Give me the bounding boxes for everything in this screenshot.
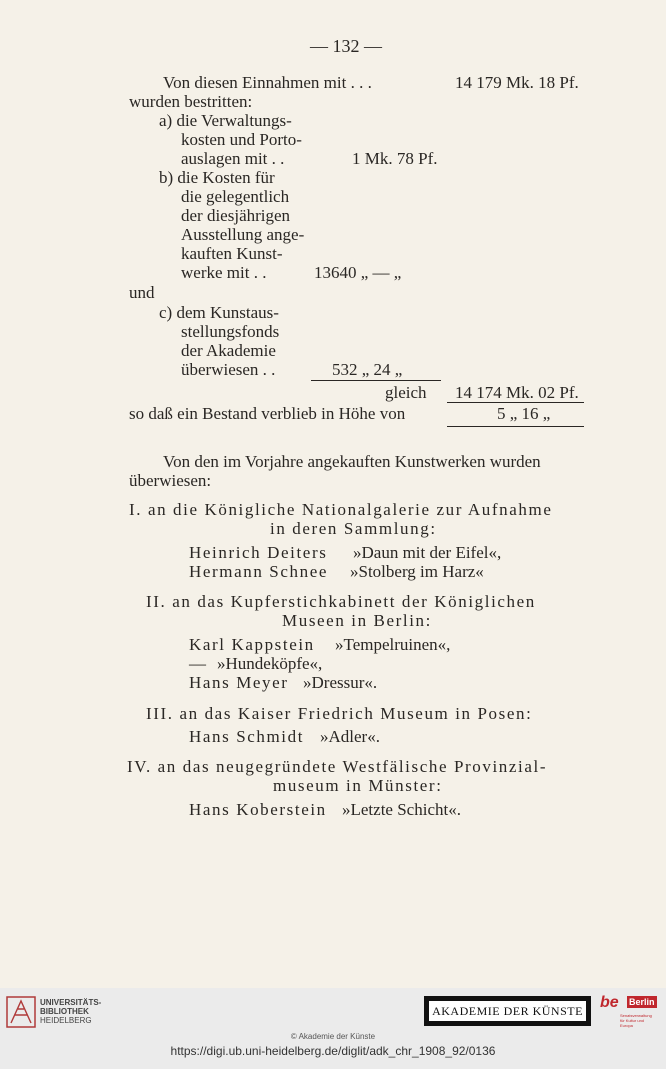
und-label: und bbox=[129, 283, 155, 302]
artist-kappstein: Karl Kappstein bbox=[189, 635, 315, 654]
item-b-amount: 13640 „ — „ bbox=[314, 263, 402, 282]
gleich-label: gleich bbox=[385, 383, 427, 402]
berlin-logo[interactable] bbox=[598, 994, 658, 1030]
work-schnee: »Stolberg im Harz« bbox=[350, 562, 484, 581]
adk-logo-text: AKADEMIE DER KÜNSTE bbox=[432, 1003, 583, 1018]
section-III: III. an das Kaiser Friedrich Museum in Posen: bbox=[146, 704, 533, 723]
balance-rule bbox=[447, 426, 584, 427]
transfers-intro-line2: überwiesen: bbox=[129, 471, 212, 490]
ub-heidelberg-logo[interactable] bbox=[6, 995, 126, 1029]
copyright-notice: © Akademie der Künste bbox=[290, 1032, 376, 1041]
section-I-line1: I. an die Königliche Nationalgalerie zur Aufnahme bbox=[129, 500, 553, 519]
item-c-amount: 532 „ 24 „ bbox=[332, 360, 403, 379]
balance-amount: 5 „ 16 „ bbox=[497, 404, 551, 423]
work-hundekoepfe: »Hundeköpfe«, bbox=[217, 654, 323, 673]
item-c-line2: stellungsfonds bbox=[181, 322, 280, 341]
work-dressur: »Dressur«. bbox=[303, 673, 378, 692]
ub-logo-icon bbox=[6, 995, 36, 1029]
section-IV-line1: IV. an das neugegründete Westfälische Provinzial- bbox=[127, 757, 548, 776]
item-a-amount: 1 Mk. 78 Pf. bbox=[352, 149, 438, 168]
section-I-line2: in deren Sammlung: bbox=[270, 519, 437, 538]
income-line: Von diesen Einnahmen mit . . . bbox=[163, 73, 372, 92]
ub-logo-line2: BIBLIOTHEK bbox=[40, 1007, 89, 1016]
item-c-line1: c) dem Kunstaus- bbox=[159, 303, 279, 322]
viewer-footer bbox=[0, 988, 666, 1069]
item-b-line4: Ausstellung ange- bbox=[181, 225, 305, 244]
section-II-line2: Museen in Berlin: bbox=[282, 611, 432, 630]
section-II-line1: II. an das Kupferstichkabinett der Königlichen bbox=[146, 592, 536, 611]
ub-logo-line3: HEIDELBERG bbox=[40, 1016, 92, 1025]
artist-schnee: Hermann Schnee bbox=[189, 562, 328, 581]
artist-meyer: Hans Meyer bbox=[189, 673, 289, 692]
adk-logo[interactable] bbox=[424, 996, 591, 1026]
berlin-logo-badge: Berlin bbox=[629, 997, 655, 1007]
work-adler: »Adler«. bbox=[320, 727, 380, 746]
item-b-line3: der diesjährigen bbox=[181, 206, 291, 225]
item-b-line2: die gelegentlich bbox=[181, 187, 290, 206]
section-IV-line2: museum in Münster: bbox=[273, 776, 443, 795]
item-a-line1: a) die Verwaltungs- bbox=[159, 111, 292, 130]
item-b-line1: b) die Kosten für bbox=[159, 168, 275, 187]
transfers-intro-line1: Von den im Vorjahre angekauften Kunstwerken wurden bbox=[163, 452, 541, 471]
item-a-line2: kosten und Porto- bbox=[181, 130, 302, 149]
permalink-url[interactable]: https://digi.ub.uni-heidelberg.de/diglit/adk_chr_1908_92/0136 bbox=[170, 1044, 496, 1058]
artist-schmidt: Hans Schmidt bbox=[189, 727, 305, 746]
item-c-line3: der Akademie bbox=[181, 341, 276, 360]
berlin-logo-be: be bbox=[600, 994, 619, 1011]
work-tempelruinen: »Tempelruinen«, bbox=[335, 635, 451, 654]
work-letzte-schicht: »Letzte Schicht«. bbox=[342, 800, 461, 819]
income-amount: 14 179 Mk. 18 Pf. bbox=[455, 73, 579, 92]
artist-koberstein: Hans Koberstein bbox=[189, 800, 327, 819]
berlin-logo-small: Senatsverwaltung für Kultur und Europa bbox=[620, 1013, 652, 1028]
item-c-line4: überwiesen . . bbox=[181, 360, 276, 379]
total-amount: 14 174 Mk. 02 Pf. bbox=[455, 383, 579, 402]
work-deiters: »Daun mit der Eifel«, bbox=[353, 543, 502, 562]
page-number: — 132 — bbox=[310, 36, 382, 56]
artist-deiters: Heinrich Deiters bbox=[189, 543, 328, 562]
ub-logo-line1: UNIVERSITÄTS- bbox=[40, 998, 102, 1007]
total-rule bbox=[447, 402, 584, 403]
item-b-line5: kauften Kunst- bbox=[181, 244, 283, 263]
sum-rule bbox=[311, 380, 441, 381]
expenses-heading: wurden bestritten: bbox=[129, 92, 253, 111]
item-b-line6: werke mit . . bbox=[181, 263, 267, 282]
balance-line: so daß ein Bestand verblieb in Höhe von bbox=[129, 404, 406, 423]
item-a-line3: auslagen mit . . bbox=[181, 149, 285, 168]
ditto-dash: — bbox=[189, 654, 206, 673]
